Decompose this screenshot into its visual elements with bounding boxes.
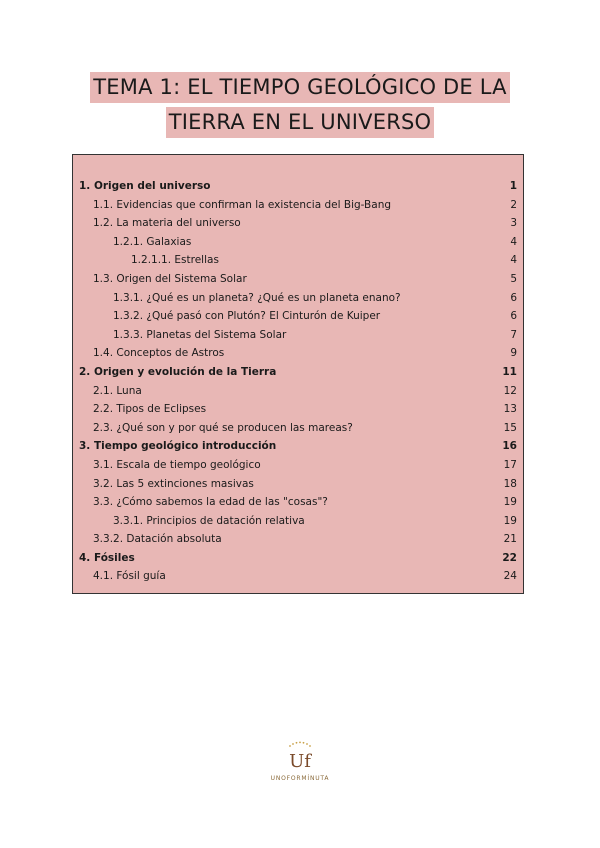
toc-entry-page: 6 bbox=[510, 310, 517, 323]
logo-text: UNOFORMÍNUTA bbox=[270, 775, 330, 782]
toc-entry[interactable] bbox=[73, 437, 523, 456]
toc-entry-label: 1. Origen del universo bbox=[79, 180, 211, 192]
toc-entry[interactable] bbox=[73, 233, 523, 252]
toc-entry[interactable] bbox=[73, 549, 523, 568]
toc-entry[interactable] bbox=[73, 307, 523, 326]
toc-entry-label: 1.3.1. ¿Qué es un planeta? ¿Qué es un planeta enano? bbox=[113, 291, 401, 304]
toc-entry[interactable] bbox=[73, 419, 523, 438]
title-line-2: TIERRA EN EL UNIVERSO bbox=[166, 107, 435, 138]
toc-entry-page: 1 bbox=[509, 180, 517, 192]
toc-entry[interactable] bbox=[73, 251, 523, 270]
toc-entry-label: 3. Tiempo geológico introducción bbox=[79, 440, 277, 453]
toc-entry[interactable] bbox=[73, 363, 523, 382]
logo-icon bbox=[280, 740, 320, 774]
toc-entry-label: 3.1. Escala de tiempo geológico bbox=[93, 458, 261, 471]
publisher-logo bbox=[268, 740, 332, 790]
toc-entry[interactable] bbox=[73, 196, 523, 215]
toc-entry[interactable] bbox=[73, 177, 523, 196]
toc-entry-page: 21 bbox=[503, 533, 517, 546]
toc-entry-page: 6 bbox=[510, 291, 517, 304]
toc-entry-label: 1.2.1.1. Estrellas bbox=[131, 254, 219, 267]
toc-entry-page: 5 bbox=[510, 272, 517, 285]
toc-entry[interactable] bbox=[73, 456, 523, 475]
toc-entry-page: 12 bbox=[503, 384, 517, 397]
toc-entry[interactable] bbox=[73, 326, 523, 345]
toc-entry-label: 3.3. ¿Cómo sabemos la edad de las "cosas"? bbox=[93, 496, 328, 509]
toc-entry-page: 4 bbox=[510, 254, 517, 267]
logo-mark-text: Uf bbox=[289, 751, 311, 772]
toc-entry-label: 3.2. Las 5 extinciones masivas bbox=[93, 477, 254, 490]
toc-entry-label: 4.1. Fósil guía bbox=[93, 570, 166, 583]
document-title bbox=[0, 72, 600, 138]
toc-entry-label: 1.3. Origen del Sistema Solar bbox=[93, 272, 247, 285]
toc-entry-page: 17 bbox=[503, 458, 517, 471]
toc-entry-label: 2.1. Luna bbox=[93, 384, 142, 397]
toc-entry-page: 15 bbox=[503, 421, 517, 434]
toc-entry[interactable] bbox=[73, 400, 523, 419]
toc-entry[interactable] bbox=[73, 530, 523, 549]
toc-entry-page: 18 bbox=[503, 477, 517, 490]
toc-entry-label: 2. Origen y evolución de la Tierra bbox=[79, 365, 277, 378]
toc-entry[interactable] bbox=[73, 382, 523, 401]
toc-entry-page: 22 bbox=[502, 551, 517, 564]
toc-entry-page: 9 bbox=[510, 347, 517, 360]
toc-entry-label: 1.3.2. ¿Qué pasó con Plutón? El Cinturón de Kuiper bbox=[113, 310, 381, 323]
toc-entry-label: 3.3.1. Principios de datación relativa bbox=[113, 514, 305, 527]
toc-entry[interactable] bbox=[73, 270, 523, 289]
toc-entry-page: 3 bbox=[510, 217, 517, 230]
table-of-contents bbox=[72, 154, 524, 594]
toc-entry-label: 2.2. Tipos de Eclipses bbox=[93, 403, 207, 416]
toc-entry-label: 3.3.2. Datación absoluta bbox=[93, 533, 222, 546]
toc-entry-label: 4. Fósiles bbox=[79, 551, 135, 564]
toc-entry-page: 7 bbox=[510, 328, 517, 341]
toc-entry-page: 19 bbox=[503, 496, 517, 509]
toc-entry[interactable] bbox=[73, 289, 523, 308]
toc-entry[interactable] bbox=[73, 214, 523, 233]
toc-entry[interactable] bbox=[73, 512, 523, 531]
toc-entry-page: 16 bbox=[502, 440, 517, 453]
toc-entry-label: 1.2. La materia del universo bbox=[93, 217, 241, 230]
toc-entry-page: 4 bbox=[510, 235, 517, 248]
toc-entry-page: 13 bbox=[503, 403, 517, 416]
toc-entry-label: 2.3. ¿Qué son y por qué se producen las mareas? bbox=[93, 421, 353, 434]
toc-entry-page: 19 bbox=[503, 514, 517, 527]
toc-entry[interactable] bbox=[73, 475, 523, 494]
toc-entry[interactable] bbox=[73, 493, 523, 512]
toc-entry[interactable] bbox=[73, 344, 523, 363]
toc-entry-label: 1.2.1. Galaxias bbox=[113, 235, 192, 248]
toc-entry-page: 2 bbox=[510, 198, 517, 211]
toc-entry-page: 11 bbox=[502, 365, 517, 378]
toc-entry-label: 1.3.3. Planetas del Sistema Solar bbox=[113, 328, 287, 341]
toc-entry-label: 1.4. Conceptos de Astros bbox=[93, 347, 225, 360]
toc-entry-label: 1.1. Evidencias que confirman la existencia del Big-Bang bbox=[93, 198, 392, 211]
toc-entry[interactable] bbox=[73, 567, 523, 586]
title-line-1: TEMA 1: EL TIEMPO GEOLÓGICO DE LA bbox=[90, 72, 509, 103]
toc-list bbox=[73, 177, 523, 586]
toc-entry-page: 24 bbox=[503, 570, 517, 583]
